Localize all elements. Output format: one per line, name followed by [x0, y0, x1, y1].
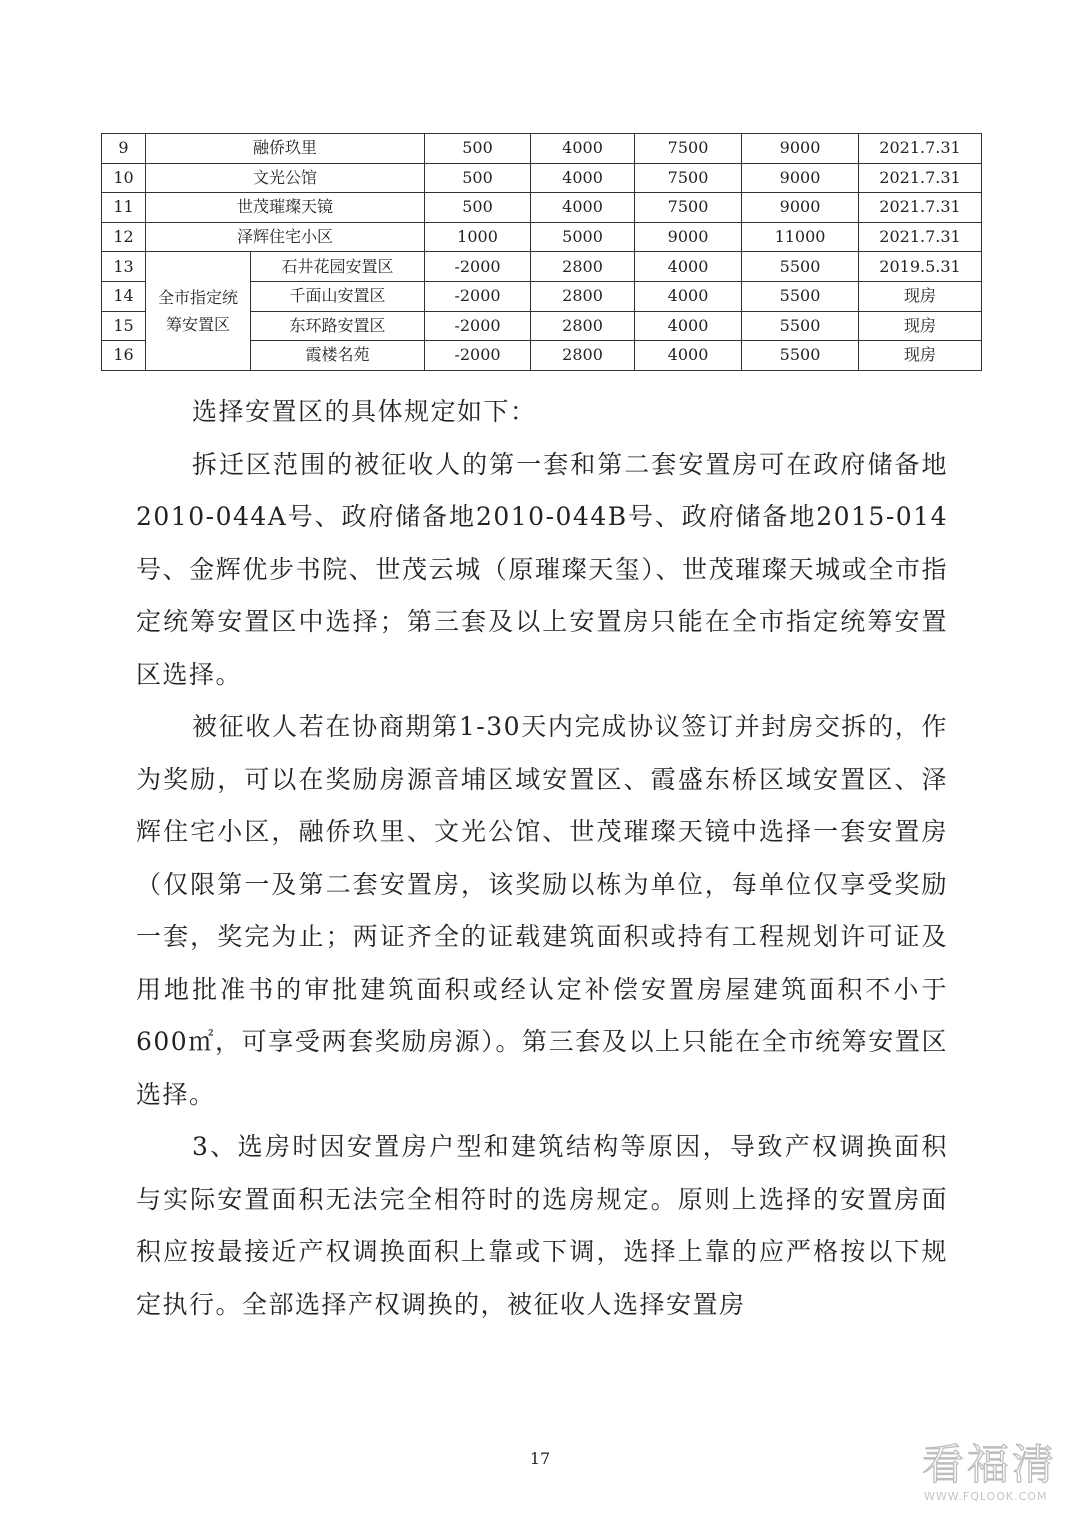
delivery-date: 现房: [859, 281, 982, 311]
table-row: [102, 163, 982, 193]
paragraph: 选择安置区的具体规定如下：: [192, 397, 537, 426]
row-number: 16: [102, 341, 146, 371]
table-cell: 4000: [635, 252, 742, 282]
table-cell: 7500: [635, 193, 742, 223]
table-cell: 9000: [742, 193, 859, 223]
site-name: 霞楼名苑: [251, 341, 425, 371]
row-number: 14: [102, 281, 146, 311]
table-cell: 5500: [742, 341, 859, 371]
site-name: 东环路安置区: [251, 311, 425, 341]
site-name: 文光公馆: [146, 163, 425, 193]
table-row: [102, 252, 982, 282]
table-cell: -2000: [425, 341, 531, 371]
delivery-date: 2019.5.31: [859, 252, 982, 282]
row-number: 10: [102, 163, 146, 193]
paragraph: 3、选房时因安置房户型和建筑结构等原因，导致产权调换面积与实际安置面积无法完全相符时的选房规定。原则上选择的安置房面积应按最接近产权调换面积上靠或下调，选择上靠的应严格按以下规定执行。全部选择产权调换的，被征收人选择安置房: [136, 1132, 948, 1319]
table-cell: 2800: [531, 252, 635, 282]
row-number: 11: [102, 193, 146, 223]
table-row: [102, 222, 982, 252]
table-cell: 4000: [531, 193, 635, 223]
group-label: 全市指定统筹安置区: [146, 252, 251, 370]
table-cell: 4000: [635, 311, 742, 341]
document-body: [136, 386, 948, 1331]
delivery-date: 2021.7.31: [859, 163, 982, 193]
table-cell: 4000: [531, 163, 635, 193]
table-cell: 4000: [635, 341, 742, 371]
table-cell: 2800: [531, 281, 635, 311]
table-cell: 4000: [635, 281, 742, 311]
row-number: 13: [102, 252, 146, 282]
table-cell: -2000: [425, 252, 531, 282]
delivery-date: 2021.7.31: [859, 222, 982, 252]
site-name: 千面山安置区: [251, 281, 425, 311]
watermark-logo: 看福清: [922, 1440, 1058, 1489]
table-cell: 2800: [531, 311, 635, 341]
table-cell: 1000: [425, 222, 531, 252]
table-cell: 5500: [742, 252, 859, 282]
table-cell: -2000: [425, 281, 531, 311]
table-cell: -2000: [425, 311, 531, 341]
table-cell: 5000: [531, 222, 635, 252]
table-cell: 500: [425, 163, 531, 193]
delivery-date: 2021.7.31: [859, 193, 982, 223]
table-cell: 9000: [635, 222, 742, 252]
table-cell: 9000: [742, 163, 859, 193]
table-cell: 2800: [531, 341, 635, 371]
row-number: 12: [102, 222, 146, 252]
site-name: 泽辉住宅小区: [146, 222, 425, 252]
delivery-date: 现房: [859, 341, 982, 371]
watermark-url: WWW.FQLOOK.COM: [924, 1490, 1048, 1503]
delivery-date: 2021.7.31: [859, 134, 982, 164]
delivery-date: 现房: [859, 311, 982, 341]
paragraph: 被征收人若在协商期第1-30天内完成协议签订并封房交拆的，作为奖励，可以在奖励房源音埔区域安置区、霞盛东桥区域安置区、泽辉住宅小区，融侨玖里、文光公馆、世茂璀璨天镜中选择一套安置房（仅限第一及第二套安置房，该奖励以栋为单位，每单位仅享受奖励一套，奖完为止；两证齐全的证载建筑面积或持有工程规划许可证及用地批准书的审批建筑面积或经认定补偿安置房屋建筑面积不小于600㎡，可享受两套奖励房源）。第三套及以上只能在全市统筹安置区选择。: [136, 712, 948, 1109]
row-number: 9: [102, 134, 146, 164]
site-name: 融侨玖里: [146, 134, 425, 164]
site-name: 世茂璀璨天镜: [146, 193, 425, 223]
table-row: [102, 134, 982, 164]
table-cell: 5500: [742, 311, 859, 341]
resettlement-table: [101, 133, 982, 371]
table-cell: 7500: [635, 134, 742, 164]
table-row: [102, 193, 982, 223]
table-cell: 5500: [742, 281, 859, 311]
table-cell: 500: [425, 193, 531, 223]
table-cell: 4000: [531, 134, 635, 164]
paragraph: 拆迁区范围的被征收人的第一套和第二套安置房可在政府储备地2010-044A号、政府储备地2010-044B号、政府储备地2015-014号、金辉优步书院、世茂云城（原璀璨天玺）、世茂璀璨天城或全市指定统筹安置区中选择；第三套及以上安置房只能在全市指定统筹安置区选择。: [136, 449, 948, 689]
table-cell: 500: [425, 134, 531, 164]
page-number: 17: [529, 1449, 551, 1468]
row-number: 15: [102, 311, 146, 341]
site-name: 石井花园安置区: [251, 252, 425, 282]
table-cell: 11000: [742, 222, 859, 252]
table-cell: 7500: [635, 163, 742, 193]
table-cell: 9000: [742, 134, 859, 164]
